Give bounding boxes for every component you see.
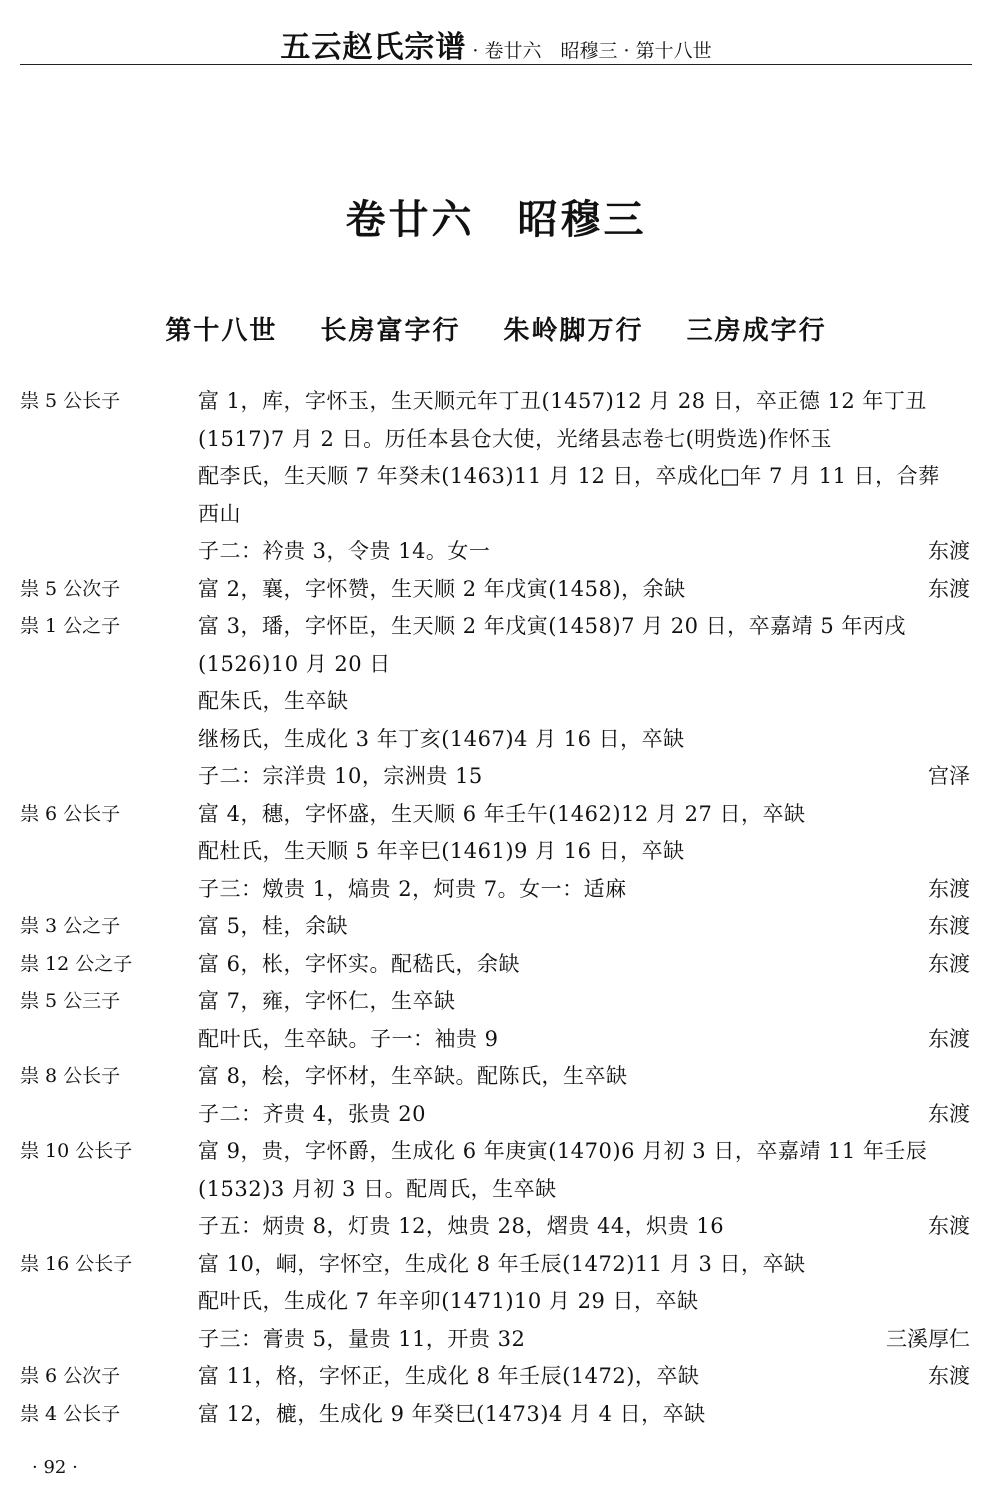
entry-text: 富 9，贵，字怀爵，生成化 6 年庚寅(1470)6 月初 3 日，卒嘉靖 11 年壬辰: [198, 1139, 928, 1163]
header-subtitle: · 卷廿六 昭穆三 · 第十八世: [472, 40, 712, 62]
entry-text: (1532)3 月初 3 日。配周氏，生卒缺: [198, 1176, 557, 1201]
entry-text: 富 7，雍，字怀仁，生卒缺: [198, 989, 456, 1013]
entry-text: 子二：齐贵 4，张贵 20: [198, 1101, 426, 1126]
page-number: · 92 ·: [32, 1457, 78, 1478]
entry-text: 继杨氏，生成化 3 年丁亥(1467)4 月 16 日，卒缺: [198, 726, 685, 751]
entry-line: [0, 1283, 992, 1321]
entry-text: 富 4，穗，字怀盛，生天顺 6 年壬午(1462)12 月 27 日，卒缺: [198, 801, 806, 826]
entry-line: [0, 908, 992, 946]
entry-line: [0, 946, 992, 984]
entry-line: [0, 796, 992, 834]
entry-place: 东渡: [928, 1364, 970, 1388]
entry-text: 配叶氏，生卒缺。子一：袖贵 9: [198, 1026, 499, 1051]
entry-line: [0, 533, 992, 571]
entry-line: [0, 1396, 992, 1434]
entry-line: [0, 383, 992, 421]
entry-text: 配杜氏，生天顺 5 年辛巳(1461)9 月 16 日，卒缺: [198, 839, 685, 863]
entry-text: 富 2，襄，字怀赞，生天顺 2 年戊寅(1458)，余缺: [198, 576, 686, 601]
header-title: 五云赵氏宗谱: [280, 30, 467, 65]
entry-text: 配朱氏，生卒缺: [198, 689, 349, 713]
entry-text: 配叶氏，生成化 7 年辛卯(1471)10 月 29 日，卒缺: [198, 1289, 699, 1313]
entry-line: [0, 608, 992, 646]
entry-place: 东渡: [928, 1101, 970, 1126]
entry-line: [0, 571, 992, 609]
entry-relation: 祟 10 公长子: [20, 1140, 133, 1162]
entry-line: [0, 1021, 992, 1059]
entry-line: [0, 421, 992, 459]
entry-place: 东渡: [928, 876, 970, 901]
entry-text: 富 5，桂，余缺: [198, 914, 349, 938]
entry-place: 宫泽: [928, 764, 970, 788]
entry-text: 子二：衿贵 3，令贵 14。女一: [198, 539, 491, 563]
generation-title-part: 朱岭脚万行: [503, 316, 644, 346]
entry-text: 富 8，桧，字怀材，生卒缺。配陈氏，生卒缺: [198, 1064, 628, 1088]
entry-text: 西山: [198, 501, 241, 526]
entry-text: (1517)7 月 2 日。历任本县仓大使，光绪县志卷七(明赀选)作怀玉: [198, 426, 832, 451]
entry-text: 子五：炳贵 8，灯贵 12，烛贵 28，熠贵 44，炽贵 16: [198, 1214, 725, 1238]
entry-text: 富 10，峒，字怀空，生成化 8 年壬辰(1472)11 月 3 日，卒缺: [198, 1251, 806, 1276]
entry-place: 东渡: [928, 1026, 970, 1051]
entry-text: 富 6，枨，字怀实。配嵇氏，余缺: [198, 951, 521, 976]
entry-line: [0, 683, 992, 721]
entry-relation: 祟 8 公长子: [20, 1065, 121, 1087]
volume-title: 卷廿六 昭穆三: [345, 196, 647, 243]
entry-place: 东渡: [928, 576, 970, 601]
entry-relation: 祟 6 公次子: [20, 1365, 121, 1387]
entry-text: (1526)10 月 20 日: [198, 651, 391, 676]
entry-relation: 祟 5 公三子: [20, 990, 121, 1012]
entry-relation: 祟 6 公长子: [20, 802, 121, 825]
entry-line: [0, 458, 992, 496]
genealogy-entries: [0, 383, 992, 1433]
entry-text: 子三：燉贵 1，熇贵 2，炣贵 7。女一：适麻: [198, 876, 627, 901]
entry-line: [0, 833, 992, 871]
entry-relation: 祟 3 公之子: [20, 915, 121, 937]
entry-place: 东渡: [928, 539, 970, 563]
entry-text: 配李氏，生天顺 7 年癸未(1463)11 月 12 日，卒成化□年 7 月 11 日，合葬: [198, 464, 940, 488]
generation-title-part: 三房成字行: [686, 316, 827, 346]
entry-line: [0, 1246, 992, 1284]
entry-line: [0, 1321, 992, 1359]
entry-line: [0, 646, 992, 684]
entry-place: 三溪厚仁: [886, 1326, 970, 1351]
entry-relation: 祟 4 公长子: [20, 1402, 121, 1425]
entry-line: [0, 871, 992, 909]
entry-text: 富 3，璠，字怀臣，生天顺 2 年戊寅(1458)7 月 20 日，卒嘉靖 5 年丙戌: [198, 614, 906, 638]
entry-relation: 祟 1 公之子: [20, 615, 121, 637]
entry-line: [0, 721, 992, 759]
generation-title-part: 长房富字行: [320, 316, 461, 346]
entry-relation: 祟 12 公之子: [20, 952, 133, 975]
generation-title: [0, 310, 992, 347]
entry-place: 东渡: [928, 914, 970, 938]
header-rule: [20, 64, 972, 65]
entry-line: [0, 1171, 992, 1209]
running-header: [0, 22, 992, 66]
entry-text: 富 1，库，字怀玉，生天顺元年丁丑(1457)12 月 28 日，卒正德 12 年丁丑: [198, 389, 927, 413]
entry-line: [0, 1096, 992, 1134]
entry-line: [0, 1133, 992, 1171]
entry-text: 子二：宗洋贵 10，宗洲贵 15: [198, 764, 483, 788]
entry-line: [0, 1208, 992, 1246]
entry-text: 富 11，格，字怀正，生成化 8 年壬辰(1472)，卒缺: [198, 1364, 700, 1388]
entry-relation: 祟 5 公次子: [20, 577, 121, 600]
entry-place: 东渡: [928, 951, 970, 976]
entry-line: [0, 1058, 992, 1096]
entry-relation: 祟 5 公长子: [20, 390, 121, 412]
entry-line: [0, 983, 992, 1021]
generation-title-part: 第十八世: [165, 316, 278, 346]
entry-text: 富 12，樚，生成化 9 年癸巳(1473)4 月 4 日，卒缺: [198, 1401, 706, 1426]
entry-relation: 祟 16 公长子: [20, 1252, 133, 1275]
entry-line: [0, 758, 992, 796]
entry-line: [0, 1358, 992, 1396]
entry-line: [0, 496, 992, 534]
entry-place: 东渡: [928, 1214, 970, 1238]
entry-text: 子三：膏贵 5，量贵 11，开贵 32: [198, 1326, 526, 1351]
